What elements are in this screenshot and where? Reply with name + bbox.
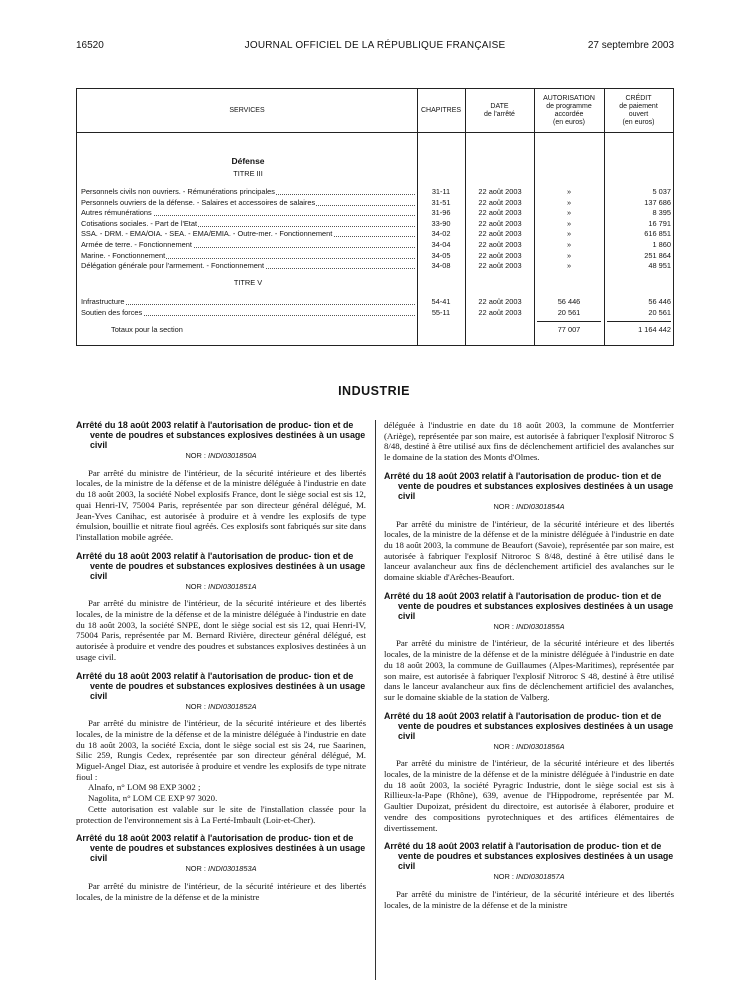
budget-table [76,88,674,346]
column-separator [375,420,376,980]
table-cell-date: 22 août 2003 [478,250,522,260]
table-cell-chapitre: 34-08 [431,261,451,271]
nor-reference: NOR : INDI0301850A [185,451,257,460]
service-label: Personnels ouvriers de la défense. - Salaires et accessoires de salaires [81,197,316,207]
table-cell-service [81,187,415,197]
table-cell-credit: 616 851 [644,229,671,239]
service-label: Infrastructure [81,297,125,306]
table-cell-credit: 20 561 [648,307,671,317]
table-cell-service [81,208,415,218]
article-body: Par arrêté du ministre de l'intérieur, de la sécurité intérieure et des libertés locales, de la ministre de la défense et de la ministre déléguée à l'industrie en date du 18 août 2003, la société Pyragric Industrie, dont le siège social est sis à Rillieux-la-Pape (Rhône), 639, avenue de l'Hippodrome, représentée par M. Gaultier Dupoizat, président du directoire, est autorisée à élaborer, produire et vendre des compositions pyrotechniques et des artifices élémentaires de divertissement. [384,758,674,833]
table-cell-service [81,240,415,250]
article-title: Arrêté du 18 août 2003 relatif à l'autorisation de produc- tion et de vente de poudres et substances explosives destinées à un usage civil [76,550,366,581]
service-label: Marine. - Fonctionnement [81,250,166,260]
nor-reference: NOR : INDI0301854A [493,501,565,511]
service-label: Armée de terre. - Fonctionnement [81,240,192,249]
table-cell-date: 22 août 2003 [478,297,522,306]
total-autorisation: 77 007 [557,325,581,334]
column-header-credit: CRÉDIT de paiement ouvert (en euros) [619,94,658,126]
table-cell-autorisation: » [566,240,572,249]
article-title: Arrêté du 18 août 2003 relatif à l'autorisation de produc- tion et de vente de poudres et substances explosives destinées à un usage civil [384,841,674,872]
article-body: Par arrêté du ministre de l'intérieur, de la sécurité intérieure et des libertés locales, de la ministre de la défense et de la ministre déléguée à l'industrie en date du 18 août 2003, la commune de Beaufort (Savoie), représentée par son maire, est autorisée à fabriquer l'explosif Nitroroc S 8/48, destiné à être utilisé dans le lanceur avalancheur aux fins de déclenchement artificiel des avalanches sur le domaine skiable d'Arêches-Beaufort. [384,518,674,583]
table-cell-chapitre: 31-51 [431,197,451,207]
table-cell-autorisation: 56 446 [557,297,581,306]
table-cell-autorisation: » [566,229,572,239]
article-4 [76,833,366,902]
article-body: Par arrêté du ministre de l'intérieur, de la sécurité intérieure et des libertés locales, de la ministre de la défense et de la ministre déléguée à l'industrie en date du 18 août 2003, la commune de Guillaumes (Alpes-Maritimes), représentée par son maire, est autorisée à fabriquer l'explosif Nitroroc S 48, destiné à être utilisé dans le lanceur avalancheur aux fins de déclenchement artificiel des avalanches, sur le domaine skiable de la station de Valberg. [384,638,674,702]
service-label: Cotisations sociales. - Part de l'Etat [81,218,198,228]
article-title: Arrêté du 18 août 2003 relatif à l'autorisation de produc- tion et de vente de poudres et substances explosives destinées à un usage civil [76,833,366,864]
table-cell-chapitre: 54-41 [431,297,451,306]
explosive-item: Alnafo, n° LOM 98 EXP 3002 ; [88,782,201,793]
article-body-continued: Cette autorisation est valable sur le site de l'installation classée pour la protection de l'environnement sis à La Ferté-Imbault (Loir-et-Cher). [76,803,366,825]
running-header [76,40,674,56]
table-cell-date: 22 août 2003 [478,261,522,271]
table-cell-chapitre: 33-90 [431,218,451,228]
table-cell-credit: 251 864 [644,250,671,260]
service-label: Délégation générale pour l'armement. - Fonctionnement [81,261,264,271]
table-cell-autorisation: » [566,187,572,196]
article-7 [384,711,674,834]
table-cell-credit: 48 951 [648,261,671,271]
article-title: Arrêté du 18 août 2003 relatif à l'autorisation de produc- tion et de vente de poudres et substances explosives destinées à un usage civil [76,670,366,701]
column-header-autorisation: AUTORISATION de programme accordée (en euros) [543,94,595,126]
service-label: Soutien des forces [81,307,143,317]
table-cell-date: 22 août 2003 [478,307,522,317]
table-cell-date: 22 août 2003 [478,240,522,249]
table-cell-credit: 8 395 [652,208,671,218]
table-cell-credit: 16 791 [648,218,671,228]
article-body: Par arrêté du ministre de l'intérieur, de la sécurité intérieure et des libertés locales, de la ministre de la défense et de la ministre déléguée à l'industrie en date du 18 août 2003, la société Excia, dont le siège social est sis 24, rue Saarinen, Silic 259, Rungis Cedex, représentée par son directeur général délégué, M. Miguel-Angel Diaz, est autorisée à produire et vendre les explosifs de type nitrate fioul : [76,718,366,782]
table-cell-chapitre: 34-05 [431,250,451,260]
nor-reference: NOR : INDI0301855A [493,621,565,631]
section-heading-industrie: INDUSTRIE [338,384,410,398]
table-cell-service [81,308,415,318]
table-cell-credit: 1 860 [652,240,671,249]
article-title: Arrêté du 18 août 2003 relatif à l'autorisation de produc- tion et de vente de poudres et substances explosives destinées à un usage civil [76,420,366,450]
table-cell-service [81,229,415,239]
table-cell-service [81,219,415,229]
nor-reference: NOR : INDI0301856A [493,741,565,751]
article-body: Par arrêté du ministre de l'intérieur, de la sécurité intérieure et des libertés locales, de la ministre de la défense et de la ministre [384,888,674,910]
table-cell-credit: 137 686 [644,197,671,207]
column-header-services: SERVICES [229,106,265,114]
table-cell-date: 22 août 2003 [478,229,522,239]
article-title: Arrêté du 18 août 2003 relatif à l'autorisation de produc- tion et de vente de poudres et substances explosives destinées à un usage civil [384,710,674,741]
table-cell-date: 22 août 2003 [478,218,522,228]
table-cell-date: 22 août 2003 [478,187,522,196]
article-body: Par arrêté du ministre de l'intérieur, de la sécurité intérieure et des libertés locales, de la ministre de la défense et de la ministre déléguée à l'industrie en date du 18 août 2003, la société SNPE, dont le siège social est sis 12, quai Henri-IV, 75004 Paris, représentée par M. Bernard Rivière, directeur général délégué, est autorisée à produire et vendre des poudres et substances explosives destinées à un usage civil. [76,598,366,662]
table-cell-autorisation: » [566,197,572,207]
table-cell-date: 22 août 2003 [478,197,522,207]
section-title-defense: Défense [231,156,265,166]
article-8 [384,841,674,910]
article-5 [384,471,674,583]
table-cell-chapitre: 31-11 [431,187,451,196]
nor-reference: NOR : INDI0301853A [185,864,257,874]
explosive-item: Nagolita, n° LOM CE EXP 97 3020. [88,793,218,804]
table-cell-credit: 56 446 [648,297,671,306]
table-cell-chapitre: 31-96 [431,208,451,218]
article-3 [76,671,366,826]
service-label: Autres rémunérations [81,208,152,218]
table-cell-credit: 5 037 [652,187,671,196]
service-label: SSA. - DRM. - EMA/OIA. - SEA. - EMA/EMIA. - Outre-mer. - Fonctionnement [81,229,333,239]
total-label: Totaux pour la section [111,325,183,334]
article-body: Par arrêté du ministre de l'intérieur, de la sécurité intérieure et des libertés locales, de la ministre de la défense et de la ministre déléguée à l'industrie en date du 18 août 2003, la société Nobel explosifs France, dont le siège social est sis 12, quai Henri-IV, 75004 Paris, représentée par son directeur général délégué, M. Jean-Yves Canihac, est autorisée à produire et à vendre les explosifs de type émulsion, bouillie et nitrate fioul agréés. Ces explosifs sont fabriqués sur site dans l'installation mobile agréée. [76,467,366,542]
titre-v-label: TITRE V [233,278,263,287]
article-title: Arrêté du 18 août 2003 relatif à l'autorisation de produc- tion et de vente de poudres et substances explosives destinées à un usage civil [384,590,674,621]
table-cell-service [81,198,415,208]
article-body: Par arrêté du ministre de l'intérieur, de la sécurité intérieure et des libertés locales, de la ministre de la défense et de la ministre [76,880,366,902]
titre-iii-label: TITRE III [233,169,263,178]
table-cell-service [81,297,415,307]
article-1 [76,420,366,543]
article-2 [76,551,366,663]
table-cell-autorisation: 20 561 [557,307,581,317]
page-number: 16520 [76,40,104,51]
table-cell-autorisation: » [566,250,572,260]
left-column [76,420,366,985]
continued-text: déléguée à l'industrie en date du 18 août 2003, la commune de Montferrier (Ariège), représentée par son maire, est autorisée à fabriquer l'explosif Nitroroc S 8/48, destiné à être utilisé aux fins de déclenchement artificiel des avalanches sur le domaine de la station des Monts d'Olmes. [384,420,674,463]
article-6 [384,591,674,703]
table-cell-date: 22 août 2003 [478,208,522,218]
table-cell-chapitre: 55-11 [431,307,451,317]
column-header-chapitres: CHAPITRES [420,106,462,114]
table-cell-autorisation: » [566,208,572,218]
table-cell-chapitre: 34-02 [431,229,451,239]
table-cell-chapitre: 34-04 [431,240,451,249]
nor-reference: NOR : INDI0301852A [185,701,257,711]
nor-reference: NOR : INDI0301857A [493,872,565,882]
journal-title: JOURNAL OFFICIEL DE LA RÉPUBLIQUE FRANÇAISE [244,40,506,51]
table-cell-service [81,261,415,271]
service-label: Personnels civils non ouvriers. - Rémunérations principales [81,187,275,196]
publication-date: 27 septembre 2003 [587,40,674,51]
table-cell-autorisation: » [566,218,572,228]
total-credit: 1 164 442 [638,325,671,334]
nor-reference: NOR : INDI0301851A [185,581,257,591]
table-cell-autorisation: » [566,261,572,271]
right-column [384,420,674,985]
table-cell-service [81,251,415,261]
column-header-date: DATE de l'arrêté [484,102,515,118]
article-title: Arrêté du 18 août 2003 relatif à l'autorisation de produc- tion et de vente de poudres et substances explosives destinées à un usage civil [384,470,674,501]
